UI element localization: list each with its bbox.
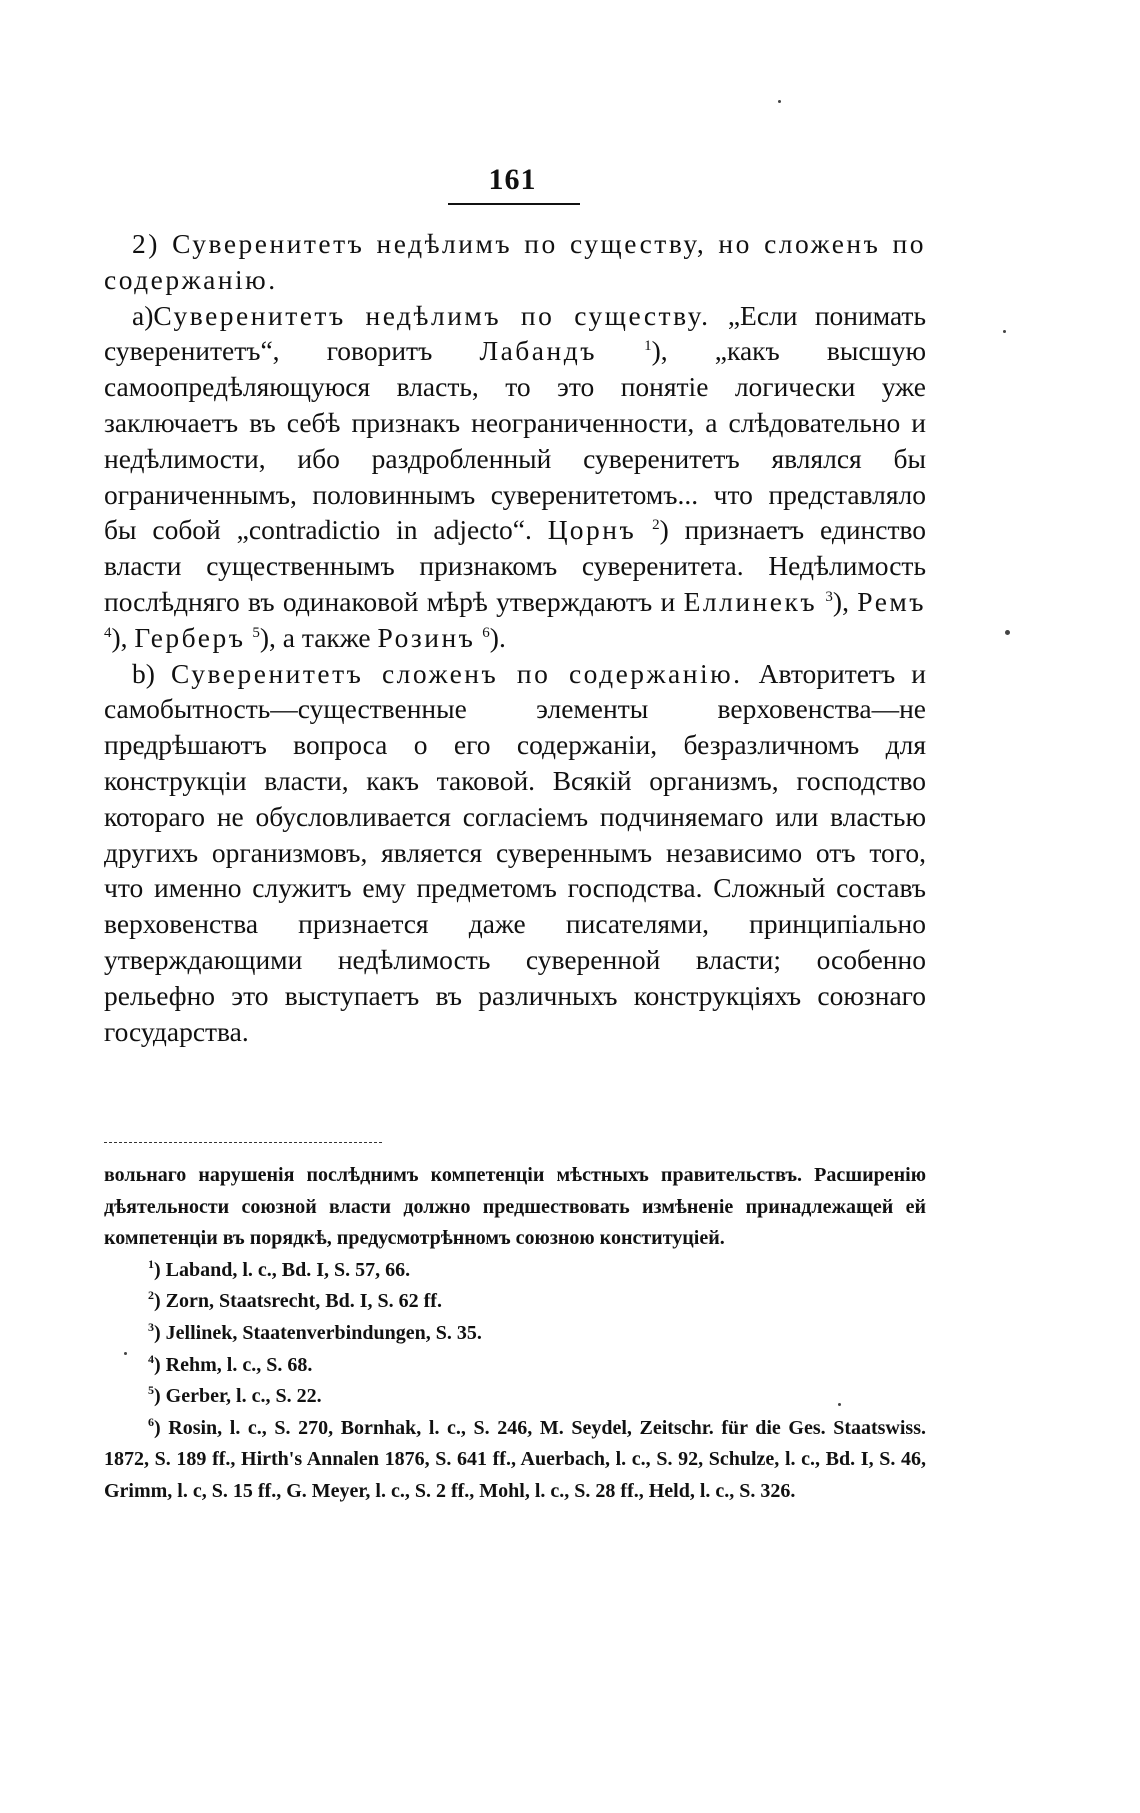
- footnote-text: ) Zorn, Staatsrecht, Bd. I, S. 62 ff.: [154, 1290, 442, 1313]
- paragraph-b-title: Суверенитетъ сложенъ по содержанію.: [171, 657, 743, 689]
- author-zorn: Цорнъ: [547, 514, 637, 546]
- footnote-1: [104, 1255, 926, 1287]
- footnote-mark: 1: [148, 1256, 154, 1271]
- paragraph-a-text-3: признаетъ единство власти существеннымъ признакомъ суверенитета. Недѣлимость послѣдняго въ одинаковой мѣрѣ утверждаютъ и: [104, 514, 927, 617]
- scan-speck: [838, 1403, 841, 1406]
- section-heading: 2) Суверенитетъ недѣлимъ по существу, но сложенъ по содержанію.: [104, 228, 926, 295]
- author-gerber: Герберъ: [134, 621, 246, 653]
- paragraph-a-label: a): [132, 299, 154, 331]
- footnote-mark: 4: [148, 1351, 154, 1366]
- footnotes: [104, 1160, 926, 1508]
- scan-speck: [1003, 330, 1006, 333]
- author-laband: Лабандъ: [479, 335, 597, 367]
- paragraph-a-title: Суверенитетъ недѣлимъ по существу.: [153, 299, 711, 331]
- footnote-ref-4[interactable]: 4: [104, 624, 112, 641]
- paragraph-a: a)Суверенитетъ недѣлимъ по существу. „Если понимать суверенитетъ“, говоритъ Лабандъ $^1$), „какъ высшую самоопредѣляющуюся власть, то это понятіе логически уже заключаетъ въ себѣ признакъ неограниченности, а слѣдовательно и недѣлимости, ибо раздробленный суверенитетъ являлся бы ограниченнымъ, половиннымъ суверенитетомъ... что представляло бы собой „contradictio in adjecto“. Цорнъ $^2$) признаетъ единство власти существеннымъ признакомъ суверенитета. Недѣлимость послѣдняго въ одинаковой мѣрѣ утверждаютъ и Еллинекъ $^3$), Ремъ $^4$), Герберъ $^5$), а также Розинъ $^6$).: [104, 299, 927, 653]
- paragraph-b-text: Авторитетъ и самобытность—существенные элементы верховенства—не предрѣшаютъ вопроса о его содержаніи, безразличномъ для конструкціи власти, какъ таковой. Всякій организмъ, господство котораго не обусловливается согласіемъ подчиняемаго или властью другихъ организмовъ, является сувереннымъ независимо отъ того, что именно служитъ ему предметомъ господства. Сложный составъ верховенства признается даже писателями, принципіально утверждающими недѣлимость суверенной власти; особенно рельефно это выступаетъ въ различныхъ конструкціяхъ союзнаго государства.: [104, 657, 927, 1047]
- footnote-ref-2[interactable]: 2: [652, 517, 660, 534]
- main-text: [104, 226, 926, 1049]
- author-rosin: Розинъ: [377, 621, 476, 653]
- footnote-text: ) Jellinek, Staatenverbindungen, S. 35.: [154, 1321, 482, 1344]
- page-number-rule: [448, 203, 580, 205]
- footnote-ref-5[interactable]: 5: [252, 624, 260, 641]
- footnote-mark: 5: [148, 1383, 154, 1398]
- footnote-mark: 3: [148, 1319, 154, 1334]
- footnote-mark: 6: [148, 1414, 154, 1429]
- paragraph-a-text-6: , а также: [269, 621, 378, 653]
- scan-speck: [124, 1352, 127, 1355]
- paragraph-a-text-7: .: [498, 621, 506, 653]
- scan-speck: [1005, 630, 1010, 635]
- footnote-separator: [104, 1142, 382, 1143]
- footnote-text: ) Rehm, l. c., S. 68.: [154, 1353, 313, 1376]
- scan-speck: [778, 100, 781, 103]
- footnote-ref-1[interactable]: 1: [644, 338, 652, 355]
- paragraph-a-text-5: ,: [120, 621, 135, 653]
- footnote-text: ) Laband, l. c., Bd. I, S. 57, 66.: [154, 1258, 411, 1281]
- footnote-mark: 2: [148, 1288, 154, 1303]
- footnote-carryover: вольнаго нарушенія послѣднимъ компетенціи мѣстныхъ правительствъ. Расширенію дѣятельности союзной власти должно предшествовать измѣненіе принадлежащей ей компетенціи въ порядкѣ, предусмотрѣнномъ союзною конституціей.: [104, 1164, 926, 1250]
- footnote-6: [104, 1413, 926, 1508]
- footnote-ref-6[interactable]: 6: [482, 624, 490, 641]
- author-jellinek: Еллинекъ: [683, 585, 818, 617]
- footnote-3: [104, 1318, 926, 1350]
- footnote-text: ) Gerber, l. c., S. 22.: [154, 1385, 322, 1408]
- paragraph-b: [104, 656, 926, 1050]
- paragraph-b-label: b): [132, 657, 155, 689]
- footnote-5: [104, 1381, 926, 1413]
- footnote-text: ) Rosin, l. c., S. 270, Bornhak, l. c., S. 246, M. Seydel, Zeitschr. für die Ges. Staatswiss. 1872, S. 189 ff., Hirth's Annalen 1876, S. 641 ff., Auerbach, l. c., S. 92, Schulze, l. c., Bd. I, S. 46, Grimm, l. c, S. 15 ff., G. Meyer, l. c., S. 2 ff., Mohl, l. c., S. 28 ff., Held, l. c., S. 326.: [104, 1416, 926, 1502]
- footnote-2: [104, 1286, 926, 1318]
- paragraph-a-text-1: „Если понимать суверенитетъ“, говоритъ: [104, 299, 926, 367]
- page-number: 161: [488, 163, 537, 196]
- paragraph-a-text-2: , „какъ высшую самоопредѣляющуюся власть, то это понятіе логически уже заключаетъ въ себѣ признакъ неограниченности, а слѣдовательно и недѣлимости, ибо раздробленный суверенитетъ являлся бы ограниченнымъ, половиннымъ суверенитетомъ... что представляло бы собой „contradictio in adjecto“.: [104, 335, 927, 546]
- author-rehm: Ремъ: [857, 585, 927, 617]
- footnote-4: [104, 1350, 926, 1382]
- paragraph-a-text-4: ,: [842, 585, 858, 617]
- footnote-ref-3[interactable]: 3: [825, 588, 833, 605]
